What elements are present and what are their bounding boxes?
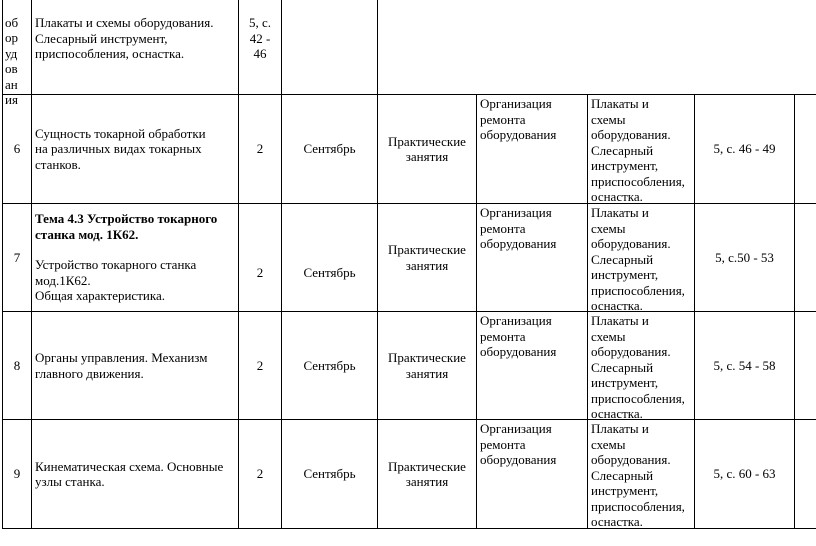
row-8-month-cell (281, 311, 378, 420)
row-7-month: Сентябрь (303, 264, 356, 280)
row-7-literature-cell (694, 203, 795, 312)
row-8-materials: Плакаты и схемы оборудования. Слесарный инструмент, приспособления, оснастка. (591, 313, 685, 421)
row-6-month: Сентябрь (303, 141, 356, 157)
row-9-hours: 2 (256, 466, 264, 482)
row-8-literature-cell (694, 311, 795, 420)
row-7-materials-cell (587, 203, 695, 312)
row-7-topic-title: Тема 4.3 Устройство токарного станка мод. 1К62. (35, 211, 218, 242)
row-8-hours: 2 (256, 357, 264, 373)
row-7-self-work: Организация ремонта оборудования (480, 205, 557, 251)
row-9-literature-cell (694, 419, 795, 529)
row-8-self-work: Организация ремонта оборудования (480, 313, 557, 359)
row-8-content: Органы управления. Механизм главного движения. (35, 350, 208, 381)
row-7-content: Устройство токарного станка мод.1К62. Общая характеристика. (35, 257, 197, 303)
row-7-type: Практические занятия (388, 242, 466, 273)
row-9-content: Кинематическая схема. Основные узлы станка. (35, 458, 224, 489)
row-9-month: Сентябрь (303, 466, 356, 482)
row-7-hours: 2 (256, 264, 264, 280)
row-7-literature: 5, с.50 - 53 (715, 249, 774, 265)
row-6-hours: 2 (256, 141, 264, 157)
row-8-extra-cell (794, 311, 816, 420)
row-7-month-cell (281, 203, 378, 312)
row-8-selfwork-cell (476, 311, 588, 420)
row-0-materials: Плакаты и схемы оборудования. Слесарный инструмент, приспособления, оснастка. (35, 15, 214, 61)
row-6-literature-cell (694, 94, 795, 204)
row-6-selfwork-cell (476, 94, 588, 204)
row-0-materials-cell (31, 0, 239, 95)
row-0-num-continuation: об ор уд ов ан ия (5, 14, 19, 107)
row-9-type: Практические занятия (388, 458, 466, 489)
row-8-num-cell (2, 311, 32, 420)
row-8-materials-cell (587, 311, 695, 420)
row-8-literature: 5, с. 54 - 58 (713, 357, 776, 373)
row-0-spacer-cell (281, 0, 378, 95)
row-6-hours-cell (238, 94, 282, 204)
row-6-extra-cell (794, 94, 816, 204)
row-7-type-cell (377, 203, 477, 312)
row-8-month: Сентябрь (303, 357, 356, 373)
row-8-num: 8 (13, 357, 21, 373)
row-6-num: 6 (13, 141, 21, 157)
row-9-selfwork-cell (476, 419, 588, 529)
row-6-self-work: Организация ремонта оборудования (480, 96, 557, 142)
row-7-hours-cell (238, 203, 282, 312)
row-0-literature-cell (238, 0, 282, 95)
row-7-selfwork-cell (476, 203, 588, 312)
row-6-month-cell (281, 94, 378, 204)
row-6-materials: Плакаты и схемы оборудования. Слесарный инструмент, приспособления, оснастка. (591, 96, 685, 204)
row-7-num: 7 (13, 249, 21, 265)
row-9-month-cell (281, 419, 378, 529)
row-9-materials: Плакаты и схемы оборудования. Слесарный инструмент, приспособления, оснастка. (591, 421, 685, 529)
row-9-self-work: Организация ремонта оборудования (480, 421, 557, 467)
row-9-num: 9 (13, 466, 21, 482)
row-9-hours-cell (238, 419, 282, 529)
row-9-num-cell (2, 419, 32, 529)
row-7-extra-cell (794, 203, 816, 312)
row-8-type: Практические занятия (388, 350, 466, 381)
row-9-literature: 5, с. 60 - 63 (713, 466, 776, 482)
row-8-content-cell (31, 311, 239, 420)
row-9-materials-cell (587, 419, 695, 529)
row-7-content-cell (31, 203, 239, 312)
row-9-extra-cell (794, 419, 816, 529)
row-6-content: Сущность токарной обработки на различных видах токарных станков. (35, 125, 206, 172)
row-0-literature: 5, с. 42 - 46 (248, 15, 272, 61)
row-6-num-cell (2, 94, 32, 204)
row-7-num-cell (2, 203, 32, 312)
row-8-hours-cell (238, 311, 282, 420)
row-0-num-cell (2, 0, 32, 107)
row-6-type: Практические занятия (388, 133, 466, 164)
row-9-content-cell (31, 419, 239, 529)
row-6-materials-cell (587, 94, 695, 204)
row-9-type-cell (377, 419, 477, 529)
row-6-literature: 5, с. 46 - 49 (713, 141, 776, 157)
row-7-materials: Плакаты и схемы оборудования. Слесарный инструмент, приспособления, оснастка. (591, 205, 685, 313)
row-6-content-cell (31, 94, 239, 204)
row-8-type-cell (377, 311, 477, 420)
row-6-type-cell (377, 94, 477, 204)
